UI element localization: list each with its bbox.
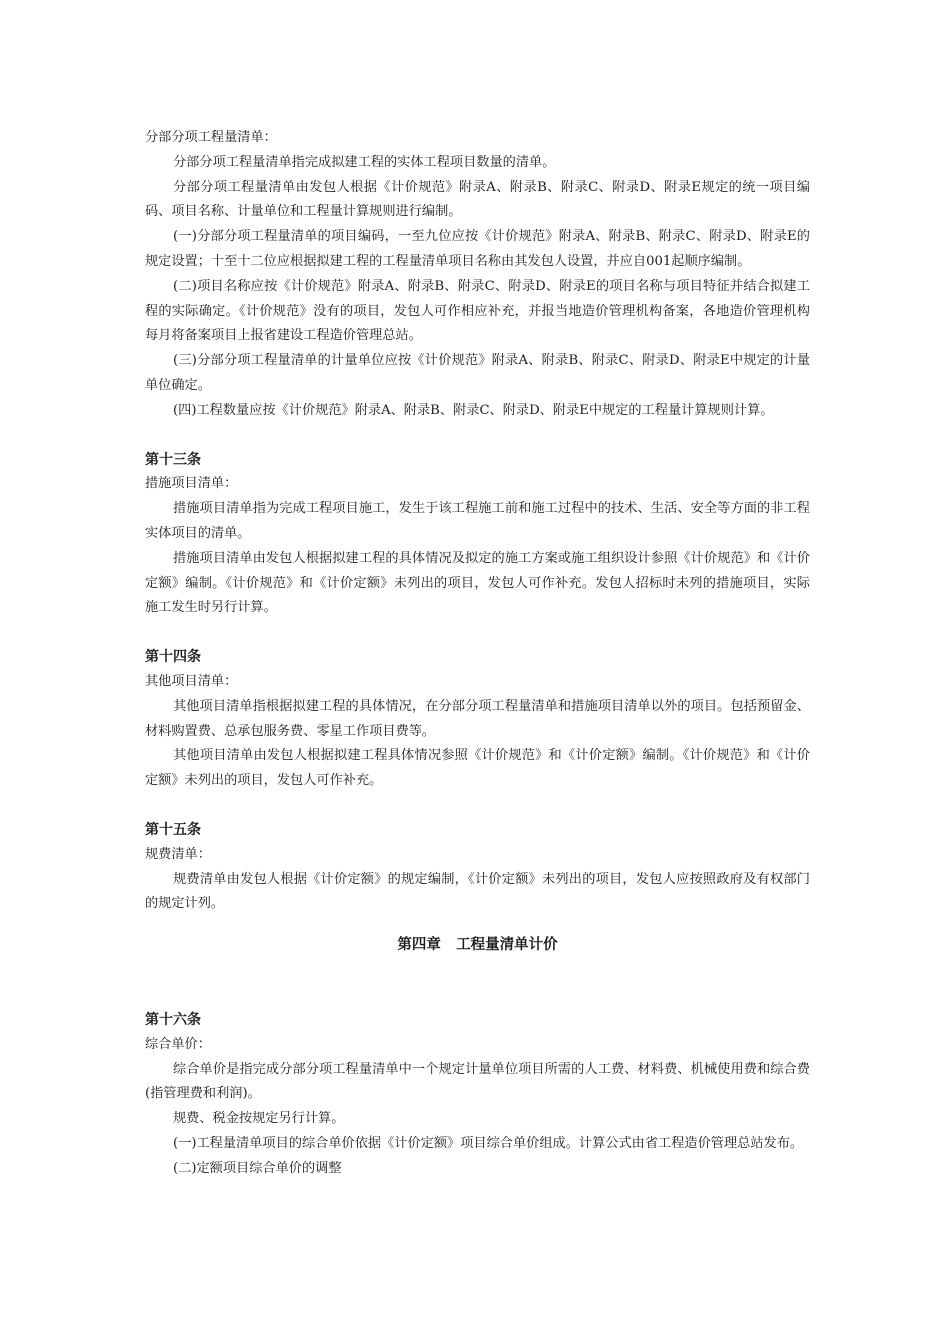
chapter-title: 第四章 工程量清单计价 [397, 937, 558, 954]
article-subtitle: 规费清单： [145, 846, 211, 862]
paragraph: 措施项目清单由发包人根据拟建工程的具体情况及拟定的施工方案或施工组织设计参照《计价规范》和《计价定额》编制。《计价规范》和《计价定额》未列出的项目，发包人可作补充。发包人招标时未列的措施项目，实际施工发生时另行计算。 [145, 550, 810, 616]
paragraph: 分部分项工程量清单由发包人根据《计价规范》附录A、附录B、附录C、附录D、附录E规定的统一项目编码、项目名称、计量单位和工程量计算规则进行编制。 [145, 179, 810, 220]
article-subtitle: 其他项目清单： [145, 673, 238, 689]
paragraph: 措施项目清单指为完成工程项目施工，发生于该工程施工前和施工过程中的技术、生活、安全等方面的非工程实体项目的清单。 [145, 501, 810, 541]
paragraph: 规费、税金按规定另行计算。 [173, 1111, 345, 1127]
article-heading-14: 第十四条 [145, 649, 201, 666]
paragraph: (四)工程数量应按《计价规范》附录A、附录B、附录C、附录D、附录E中规定的工程量计算规则计算。 [173, 402, 774, 418]
paragraph: 其他项目清单指根据拟建工程的具体情况，在分部分项工程量清单和措施项目清单以外的项目。包括预留金、材料购置费、总承包服务费、零星工作项目费等。 [145, 698, 810, 739]
section-subtitle: 分部分项工程量清单： [145, 130, 277, 145]
paragraph: 规费清单由发包人根据《计价定额》的规定编制，《计价定额》未列出的项目，发包人应按照政府及有权部门的规定计列。 [145, 871, 810, 912]
paragraph: (一)工程量清单项目的综合单价依据《计价定额》项目综合单价组成。计算公式由省工程造价管理总站发布。 [173, 1135, 804, 1151]
article-subtitle: 措施项目清单： [145, 476, 238, 492]
paragraph: 其他项目清单由发包人根据拟建工程具体情况参照《计价规范》和《计价定额》编制。《计价规范》和《计价定额》未列出的项目，发包人可作补充。 [145, 748, 810, 789]
paragraph: (三)分部分项工程量清单的计量单位应按《计价规范》附录A、附录B、附录C、附录D、附录E中规定的计量单位确定。 [145, 353, 810, 393]
article-heading-13: 第十三条 [145, 451, 201, 468]
article-heading-15: 第十五条 [145, 821, 201, 838]
paragraph: 分部分项工程量清单指完成拟建工程的实体工程项目数量的清单。 [173, 154, 556, 170]
paragraph: (二)项目名称应按《计价规范》附录A、附录B、附录C、附录D、附录E的项目名称与项目特征并结合拟建工程的实际确定。《计价规范》没有的项目，发包人可作相应补充，并报当地造价管理机构备案，各地造价管理机构每月将备案项目上报省建设工程造价管理总站。 [145, 278, 810, 344]
document-body [145, 126, 810, 1181]
article-subtitle: 综合单价： [145, 1036, 211, 1052]
paragraph: 综合单价是指完成分部分项工程量清单中一个规定计量单位项目所需的人工费、材料费、机械使用费和综合费(指管理费和利润)。 [145, 1061, 810, 1102]
article-heading-16: 第十六条 [145, 1011, 201, 1028]
paragraph: (一)分部分项工程量清单的项目编码，一至九位应按《计价规范》附录A、附录B、附录C、附录D、附录E的规定设置；十至十二位应根据拟建工程的工程量清单项目名称由其发包人设置，并应自001起顺序编制。 [145, 229, 810, 269]
paragraph: (二)定额项目综合单价的调整 [173, 1160, 342, 1176]
